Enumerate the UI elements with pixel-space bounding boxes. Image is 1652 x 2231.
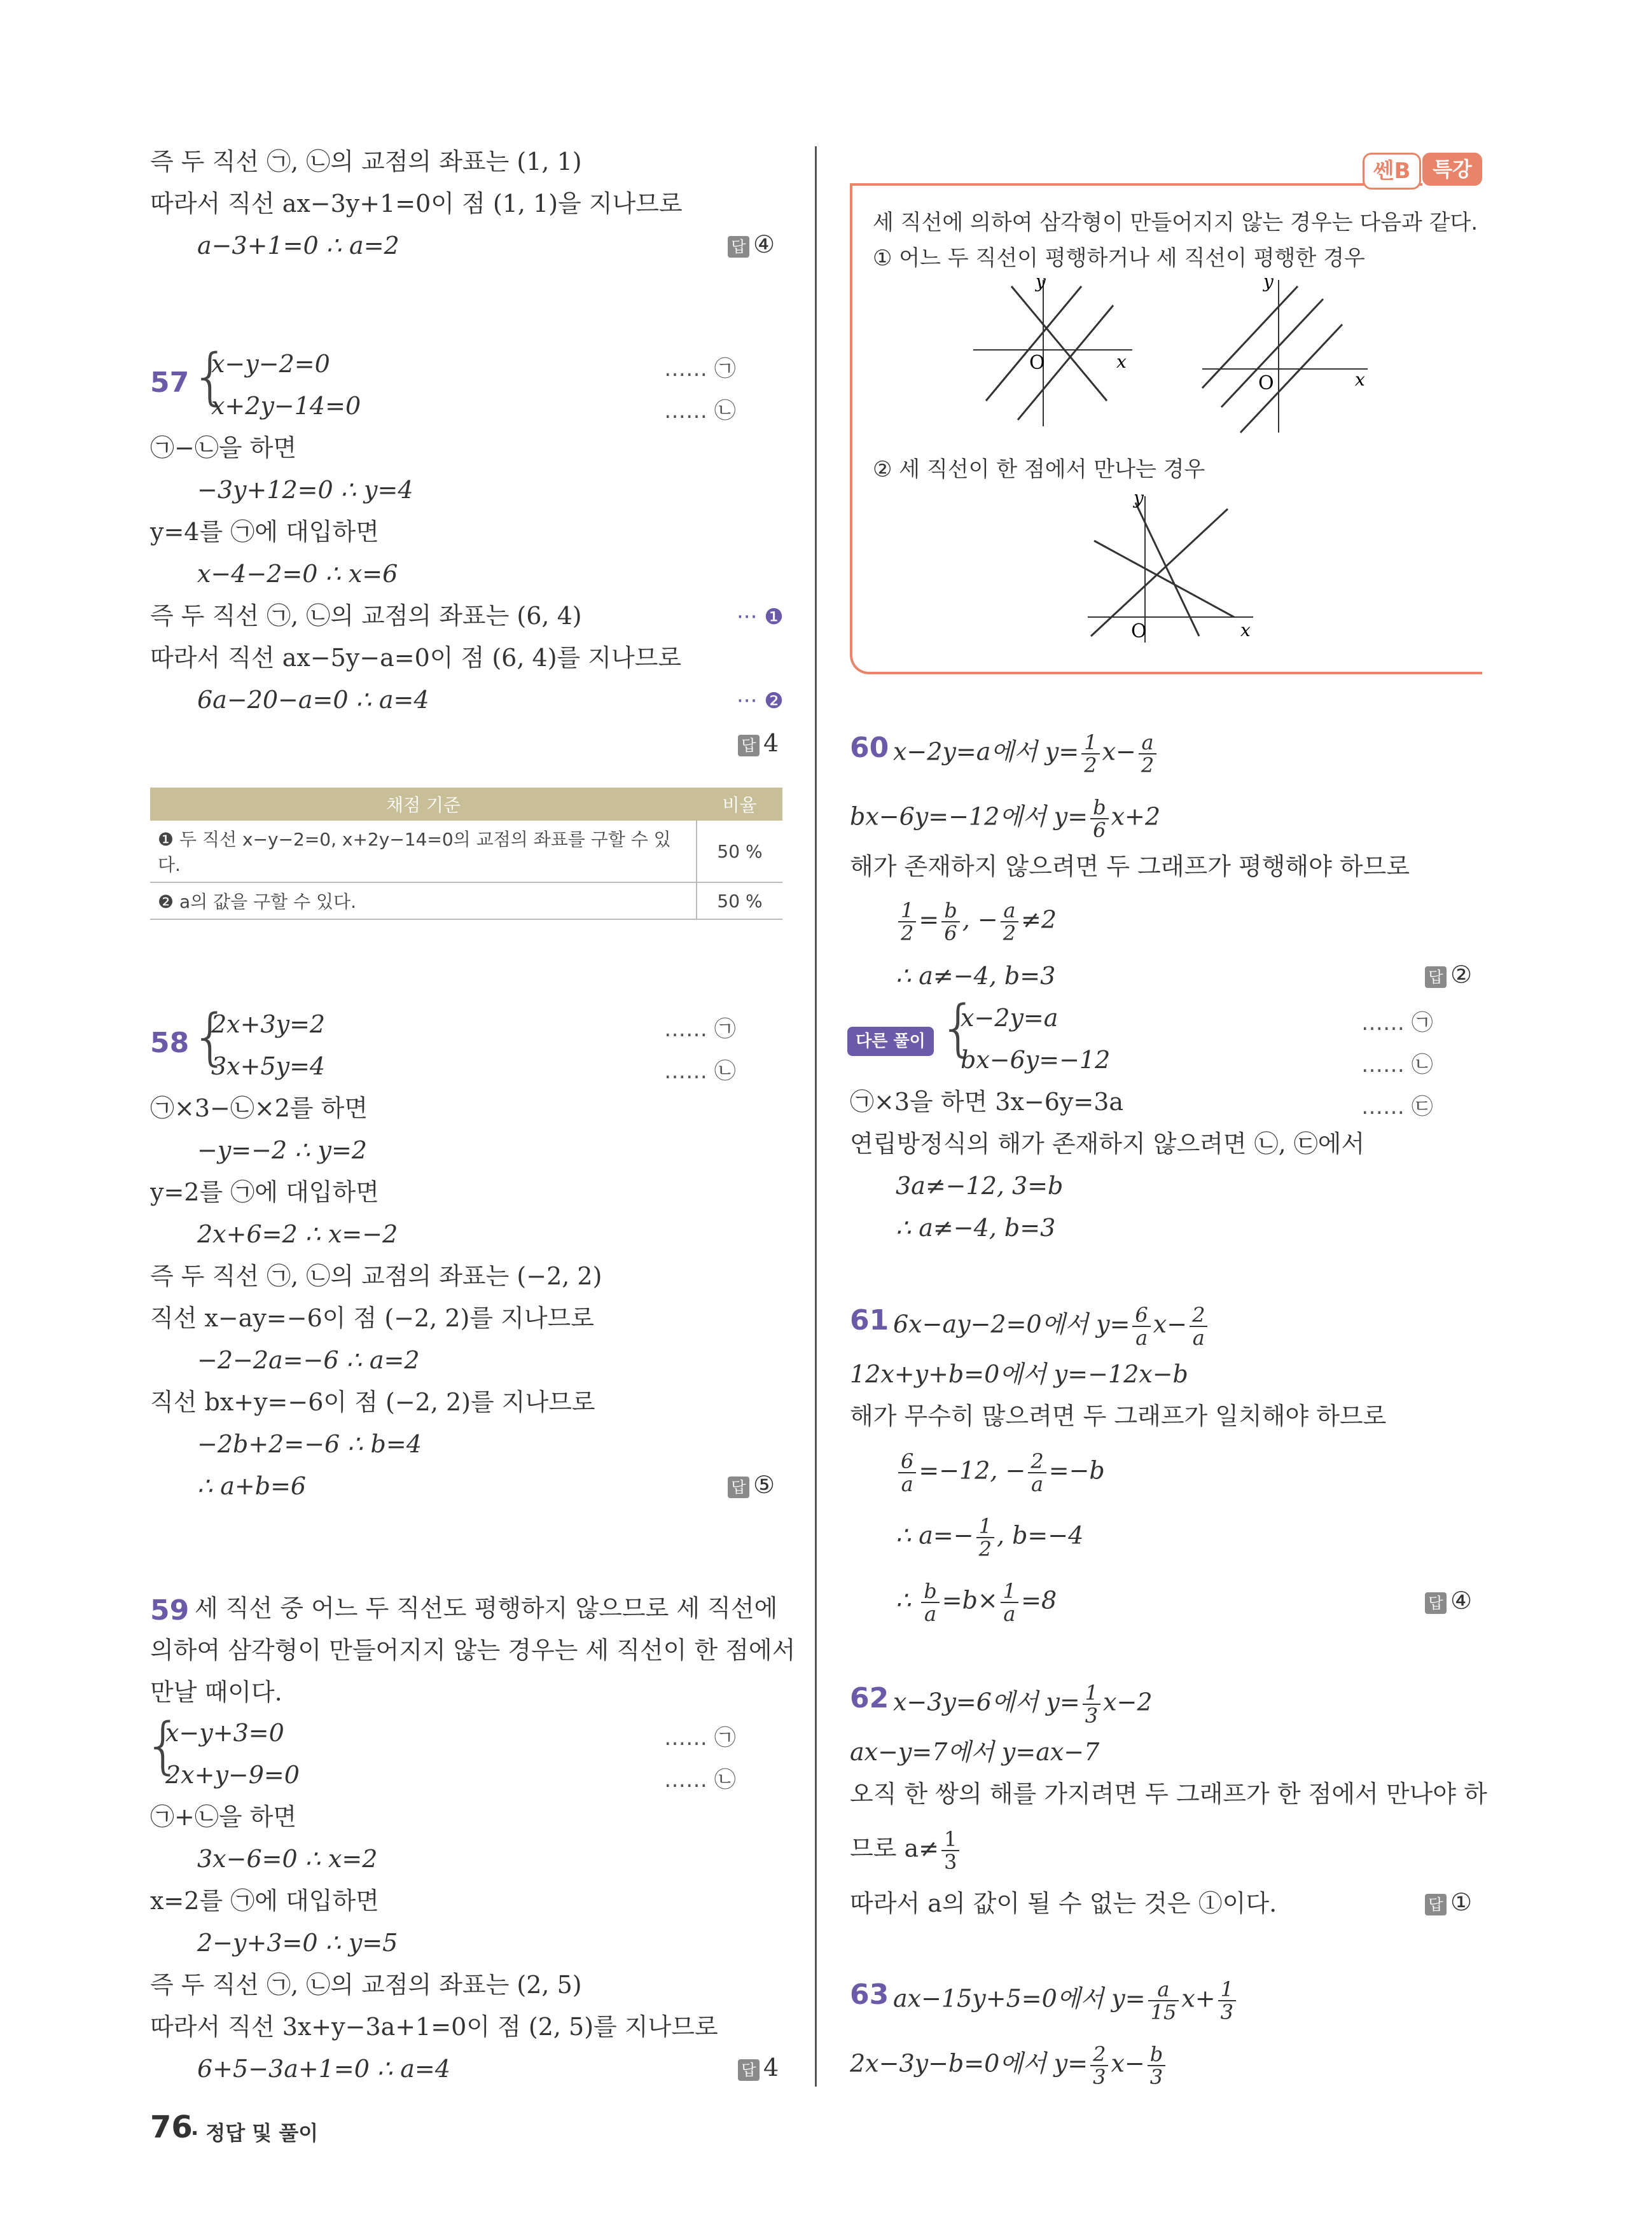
eq-tag: …… ㉠ xyxy=(664,356,736,382)
origin-label: O xyxy=(1131,620,1147,643)
fraction: $\frac{a}{15}$ xyxy=(1148,1978,1179,2023)
eq-tag: …… ㉠ xyxy=(664,1017,736,1042)
equation-line: 6x−ay−2=0에서 y= $\frac{6}{a}$ x− $\frac{2}{a}$ xyxy=(893,1304,1210,1349)
equation-line: 2x−3y−b=0에서 y= $\frac{2}{3}$ x− $\frac{b}{3}$ xyxy=(850,2043,1168,2088)
equation-line: a−3+1=0 ∴ a=2 xyxy=(197,232,399,260)
system-eq-2: 2x+y−9=0 xyxy=(165,1761,300,1789)
graph-line xyxy=(986,286,1081,401)
answer-mark: 답 4 xyxy=(738,2054,779,2082)
text-line: 즉 두 직선 ㉠, ㉡의 교점의 좌표는 (1, 1) xyxy=(150,148,582,176)
system-eq-1: 2x+3y=2 xyxy=(211,1010,326,1038)
answer-icon: 답 xyxy=(728,1477,749,1498)
fraction: $\frac{a}{2}$ xyxy=(1139,732,1156,776)
answer-mark: 답 ⑤ xyxy=(728,1471,775,1499)
fraction: $\frac{b}{6}$ xyxy=(941,900,959,944)
equation-line: 6a−20−a=0 ∴ a=4 xyxy=(197,686,429,714)
text-line: 따라서 a의 값이 될 수 없는 것은 ①이다. xyxy=(850,1889,1277,1917)
text-line: ㉠×3−㉡×2를 하면 xyxy=(150,1094,368,1122)
system-eq-2: 3x+5y=4 xyxy=(211,1052,326,1080)
text-line: 즉 두 직선 ㉠, ㉡의 교점의 좌표는 (−2, 2) xyxy=(150,1262,602,1290)
system-eq-1: x−y+3=0 xyxy=(165,1719,284,1747)
eq-tag: …… ㉠ xyxy=(1361,1010,1433,1036)
fraction: $\frac{1}{2}$ xyxy=(898,900,916,944)
equation-line: ∴ a+b=6 xyxy=(197,1472,307,1500)
step-marker: ··· ❶ xyxy=(737,604,784,630)
equation-line: −2−2a=−6 ∴ a=2 xyxy=(197,1346,420,1374)
text-line: 따라서 직선 3x+y−3a+1=0이 점 (2, 5)를 지나므로 xyxy=(150,2013,718,2041)
text-line: 해가 존재하지 않으려면 두 그래프가 평행해야 하므로 xyxy=(850,852,1410,880)
answer-mark: 답 ④ xyxy=(728,230,775,258)
fraction: $\frac{2}{a}$ xyxy=(1190,1304,1207,1349)
special-text: 세 직선에 의하여 삼각형이 만들어지지 않는 경우는 다음과 같다. xyxy=(873,210,1478,235)
problem-number: 61 xyxy=(850,1304,889,1337)
rubric-header: 비율 xyxy=(697,788,782,821)
x-label: x xyxy=(1355,369,1365,390)
eq-tag: …… ㉡ xyxy=(1361,1052,1433,1078)
text-line: 연립방정식의 해가 존재하지 않으려면 ㉡, ㉢에서 xyxy=(850,1130,1365,1158)
text-line: 즉 두 직선 ㉠, ㉡의 교점의 좌표는 (6, 4) xyxy=(150,602,582,630)
text-line: ㉠−㉡을 하면 xyxy=(150,434,297,462)
equation-line: ∴ a=− $\frac{1}{2}$ , b=−4 xyxy=(896,1514,1084,1561)
text-line: y=4를 ㉠에 대입하면 xyxy=(150,518,379,546)
answer-icon: 답 xyxy=(1425,966,1447,988)
equation-line: 3x−6=0 ∴ x=2 xyxy=(197,1845,378,1873)
concurrent-lines-graph xyxy=(1081,490,1272,649)
parallel-lines-graphs xyxy=(961,274,1393,452)
scoring-rubric xyxy=(150,788,782,920)
special-text: ① 어느 두 직선이 평행하거나 세 직선이 평행한 경우 xyxy=(873,246,1365,271)
fraction: $\frac{1}{3}$ xyxy=(941,1828,959,1873)
text-line: 직선 x−ay=−6이 점 (−2, 2)를 지나므로 xyxy=(150,1304,594,1332)
brace: { xyxy=(939,992,978,1064)
fraction: $\frac{1}{2}$ xyxy=(976,1515,994,1560)
graph-line xyxy=(1240,324,1342,433)
equation-line: 3a≠−12, 3=b xyxy=(896,1172,1064,1200)
text-line: 따라서 직선 ax−3y+1=0이 점 (1, 1)을 지나므로 xyxy=(150,190,683,218)
equation-line: ∴ a≠−4, b=3 xyxy=(896,1214,1056,1242)
answer-mark: 답 ② xyxy=(1425,961,1472,989)
text-line: ㉠+㉡을 하면 xyxy=(150,1803,297,1831)
answer-mark: 답 ④ xyxy=(1425,1587,1472,1615)
text-line: 세 직선 중 어느 두 직선도 평행하지 않으므로 세 직선에 xyxy=(195,1594,778,1622)
fraction: $\frac{b}{a}$ xyxy=(921,1580,939,1625)
rubric-criterion: ❷ a의 값을 구할 수 있다. xyxy=(150,882,697,919)
y-label: y xyxy=(1263,274,1274,292)
alternative-solution-badge: 다른 풀이 xyxy=(847,1027,934,1056)
problem-number: 63 xyxy=(850,1978,889,2011)
fraction: $\frac{2}{a}$ xyxy=(1028,1450,1046,1495)
system-eq-2: bx−6y=−12 xyxy=(961,1046,1111,1074)
graph-line xyxy=(1011,286,1107,401)
eq-tag: …… ㉡ xyxy=(664,398,736,424)
answer-icon: 답 xyxy=(1425,1894,1447,1915)
special-badge-label: 특강 xyxy=(1422,153,1482,186)
rubric-percent: 50 % xyxy=(697,821,782,882)
problem-number: 60 xyxy=(850,732,889,764)
rubric-percent: 50 % xyxy=(697,882,782,919)
answer-icon: 답 xyxy=(1425,1592,1447,1614)
answer-icon: 답 xyxy=(738,735,760,756)
system-eq-2: x+2y−14=0 xyxy=(211,392,361,420)
rubric-header: 채점 기준 xyxy=(150,788,697,821)
special-badge: 쎈B xyxy=(1363,153,1421,190)
special-text: ② 세 직선이 한 점에서 만나는 경우 xyxy=(873,457,1205,482)
origin-label: O xyxy=(1258,372,1274,394)
page-footer-label: · 정답 및 풀이 xyxy=(191,2121,319,2145)
equation-line: $\frac{6}{a}$ =−12, − $\frac{2}{a}$ =−b xyxy=(896,1450,1105,1495)
equation-line: −3y+12=0 ∴ y=4 xyxy=(197,476,413,504)
page-number: 76 xyxy=(150,2109,193,2145)
brace: { xyxy=(144,1710,183,1781)
text-line: 만날 때이다. xyxy=(150,1678,282,1706)
graph-line xyxy=(1094,541,1234,617)
fraction: $\frac{6}{a}$ xyxy=(1132,1304,1150,1349)
problem-number: 62 xyxy=(850,1682,889,1714)
text-line: 므로 a≠ $\frac{1}{3}$ xyxy=(850,1828,962,1873)
problem-number: 58 xyxy=(150,1027,190,1059)
text-line: 오직 한 쌍의 해를 가지려면 두 그래프가 한 점에서 만나야 하 xyxy=(850,1780,1487,1808)
text-line: 직선 bx+y=−6이 점 (−2, 2)를 지나므로 xyxy=(150,1388,595,1416)
y-label: y xyxy=(1036,274,1046,292)
fraction: $\frac{2}{3}$ xyxy=(1090,2043,1108,2088)
x-label: x xyxy=(1240,620,1251,641)
text-line: 즉 두 직선 ㉠, ㉡의 교점의 좌표는 (2, 5) xyxy=(150,1971,582,1999)
y-label: y xyxy=(1134,490,1144,508)
fraction: $\frac{6}{a}$ xyxy=(898,1450,916,1495)
graph-line xyxy=(1202,286,1298,388)
eq-tag: …… ㉢ xyxy=(1361,1094,1433,1120)
equation-line: x−2y=a에서 y= $\frac{1}{2}$ x− $\frac{a}{2}$ xyxy=(893,732,1159,776)
system-eq-1: x−y−2=0 xyxy=(211,350,330,378)
answer-mark: 답 4 xyxy=(738,729,779,757)
problem-number: 57 xyxy=(150,366,190,399)
fraction: $\frac{b}{3}$ xyxy=(1148,2043,1165,2088)
fraction: $\frac{1}{2}$ xyxy=(1081,732,1099,776)
fraction: $\frac{1}{a}$ xyxy=(1001,1580,1018,1625)
equation-line: 2x+6=2 ∴ x=−2 xyxy=(197,1220,398,1248)
answer-mark: 답 ① xyxy=(1425,1888,1472,1916)
brace: { xyxy=(191,341,230,412)
brace: { xyxy=(191,1001,230,1073)
eq-tag: …… ㉡ xyxy=(664,1059,736,1084)
equation-line: ∴ $\frac{b}{a}$ =b× $\frac{1}{a}$ =8 xyxy=(896,1579,1057,1626)
equation-line: x−3y=6에서 y= $\frac{1}{3}$ x−2 xyxy=(893,1681,1153,1728)
equation-line: ax−15y+5=0에서 y= $\frac{a}{15}$ x+ $\frac{1}{3}$ xyxy=(893,1978,1239,2023)
answer-icon: 답 xyxy=(728,236,749,258)
equation-line: x−4−2=0 ∴ x=6 xyxy=(197,560,398,588)
eq-tag: …… ㉡ xyxy=(664,1767,736,1793)
equation-line: 6+5−3a+1=0 ∴ a=4 xyxy=(197,2055,450,2083)
equation-line: $\frac{1}{2}$ = $\frac{b}{6}$ , − $\frac{a}{2}$ ≠2 xyxy=(896,900,1057,944)
text-line: ㉠×3을 하면 3x−6y=3a xyxy=(850,1088,1124,1116)
equation-line: 12x+y+b=0에서 y=−12x−b xyxy=(850,1360,1188,1388)
text-line: 해가 무수히 많으려면 두 그래프가 일치해야 하므로 xyxy=(850,1402,1387,1430)
fraction: $\frac{1}{3}$ xyxy=(1083,1682,1100,1727)
text-line: y=2를 ㉠에 대입하면 xyxy=(150,1178,379,1206)
equation-line: ∴ a≠−4, b=3 xyxy=(896,962,1056,990)
system-eq-1: x−2y=a xyxy=(961,1004,1059,1032)
fraction: $\frac{b}{6}$ xyxy=(1090,796,1108,841)
equation-line: −2b+2=−6 ∴ b=4 xyxy=(197,1430,422,1458)
text-line: x=2를 ㉠에 대입하면 xyxy=(150,1887,379,1915)
fraction: $\frac{a}{2}$ xyxy=(1001,900,1018,944)
eq-tag: …… ㉠ xyxy=(664,1725,736,1751)
origin-label: O xyxy=(1029,352,1045,374)
step-marker: ··· ❷ xyxy=(737,688,784,714)
answer-icon: 답 xyxy=(738,2059,760,2081)
equation-line: bx−6y=−12에서 y= $\frac{b}{6}$ x+2 xyxy=(850,795,1161,842)
column-divider xyxy=(815,146,817,2087)
rubric-criterion: ❶ 두 직선 x−y−2=0, x+2y−14=0의 교점의 좌표를 구할 수 있다. xyxy=(150,821,697,882)
text-line: 의하여 삼각형이 만들어지지 않는 경우는 세 직선이 한 점에서 xyxy=(150,1636,796,1664)
text-line: 따라서 직선 ax−5y−a=0이 점 (6, 4)를 지나므로 xyxy=(150,644,682,672)
problem-number: 59 xyxy=(150,1594,190,1627)
fraction: $\frac{1}{3}$ xyxy=(1218,1978,1236,2023)
equation-line: ax−y=7에서 y=ax−7 xyxy=(850,1738,1100,1766)
equation-line: −y=−2 ∴ y=2 xyxy=(197,1136,367,1164)
equation-line: 2−y+3=0 ∴ y=5 xyxy=(197,1929,398,1957)
x-label: x xyxy=(1116,351,1127,372)
